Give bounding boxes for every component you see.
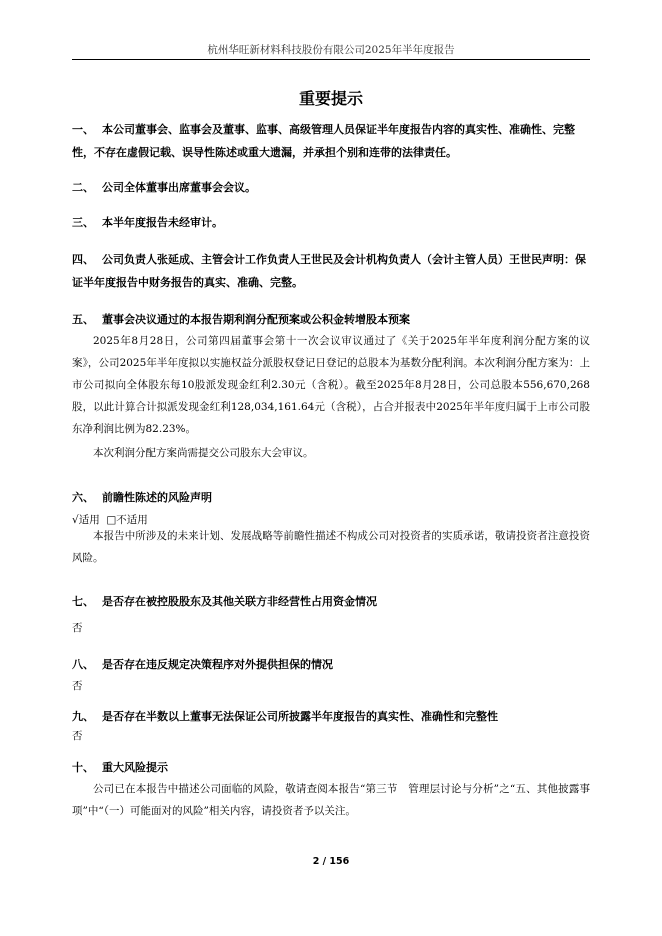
forward-looking-statement: 本报告中所涉及的未来计划、发展战略等前瞻性描述不构成公司对投资者的实质承诺，敬请投资者注意投资风险。 — [72, 530, 590, 564]
section-text: 是否存在半数以上董事无法保证公司所披露半年度报告的真实性、准确性和完整性 — [102, 710, 498, 723]
section-text: 本公司董事会、监事会及董事、监事、高级管理人员保证半年度报告内容的真实性、准确性、完整性，不存在虚假记载、误导性陈述或重大遗漏，并承担个别和连带的法律责任。 — [72, 123, 575, 159]
section-number: 三、 — [72, 216, 94, 229]
section-8-answer: 否 — [72, 680, 83, 692]
section-number: 十、 — [72, 761, 94, 774]
section-number: 一、 — [72, 123, 94, 136]
not-applicable-option: □不适用 — [106, 514, 148, 526]
section-number: 六、 — [72, 491, 94, 504]
section-number: 五、 — [72, 313, 94, 326]
section-text: 本半年度报告未经审计。 — [102, 216, 223, 229]
profit-distribution-paragraph: 2025年8月28日，公司第四届董事会第十一次会议审议通过了《关于2025年半年度利润分配方案的议案》，公司2025年半年度拟以实施权益分派股权登记日登记的总股本为基数分配利润。本次利润分配方案为：上市公司拟向全体股东每10股派发现金红利2.30元（含税）。截至2025年8月28日，公司总股本556,670,268股，以此计算合计拟派发现金红利128,034,161.64元（含税），占合并报表中2025年半年度归属于上市公司股东净利润比例为82.23%。 — [72, 335, 590, 435]
section-9-heading — [72, 705, 592, 728]
section-4-heading — [72, 248, 592, 294]
section-3-heading — [72, 211, 592, 234]
report-header-title: 杭州华旺新材料科技股份有限公司2025年半年度报告 — [207, 44, 455, 56]
section-number: 四、 — [72, 253, 94, 266]
section-number: 二、 — [72, 181, 94, 194]
section-9-answer: 否 — [72, 730, 83, 742]
section-text: 董事会决议通过的本报告期利润分配预案或公积金转增股本预案 — [102, 313, 410, 326]
section-2-heading — [72, 176, 592, 199]
section-8-heading — [72, 653, 592, 676]
section-text: 公司全体董事出席董事会会议。 — [102, 181, 256, 194]
section-text: 前瞻性陈述的风险声明 — [102, 491, 212, 504]
section-text: 是否存在违反规定决策程序对外提供担保的情况 — [102, 658, 333, 671]
shareholder-approval-note: 本次利润分配方案尚需提交公司股东大会审议。 — [93, 447, 314, 459]
section-5-heading — [72, 308, 592, 331]
section-text: 公司负责人张延成、主管会计工作负责人王世民及会计机构负责人（会计主管人员）王世民声明：保证半年度报告中财务报告的真实、准确、完整。 — [72, 253, 586, 289]
section-7-heading — [72, 590, 592, 613]
section-7-answer: 否 — [72, 622, 83, 634]
section-text: 是否存在被控股股东及其他关联方非经营性占用资金情况 — [102, 595, 377, 608]
major-risk-paragraph: 公司已在本报告中描述公司面临的风险，敬请查阅本报告“第三节 管理层讨论与分析”之“五、其他披露事项”中“（一）可能面对的风险”相关内容，请投资者予以关注。 — [72, 783, 590, 817]
header-divider — [72, 59, 590, 60]
section-number: 八、 — [72, 658, 94, 671]
page-number: 2 / 156 — [312, 856, 350, 867]
section-1-heading — [72, 118, 592, 164]
section-10-heading — [72, 756, 592, 779]
section-number: 七、 — [72, 595, 94, 608]
section-number: 九、 — [72, 710, 94, 723]
applicable-checked-option: √适用 — [72, 514, 100, 526]
section-text: 重大风险提示 — [102, 761, 168, 774]
page-title: 重要提示 — [298, 89, 363, 108]
section-6-heading — [72, 486, 592, 509]
